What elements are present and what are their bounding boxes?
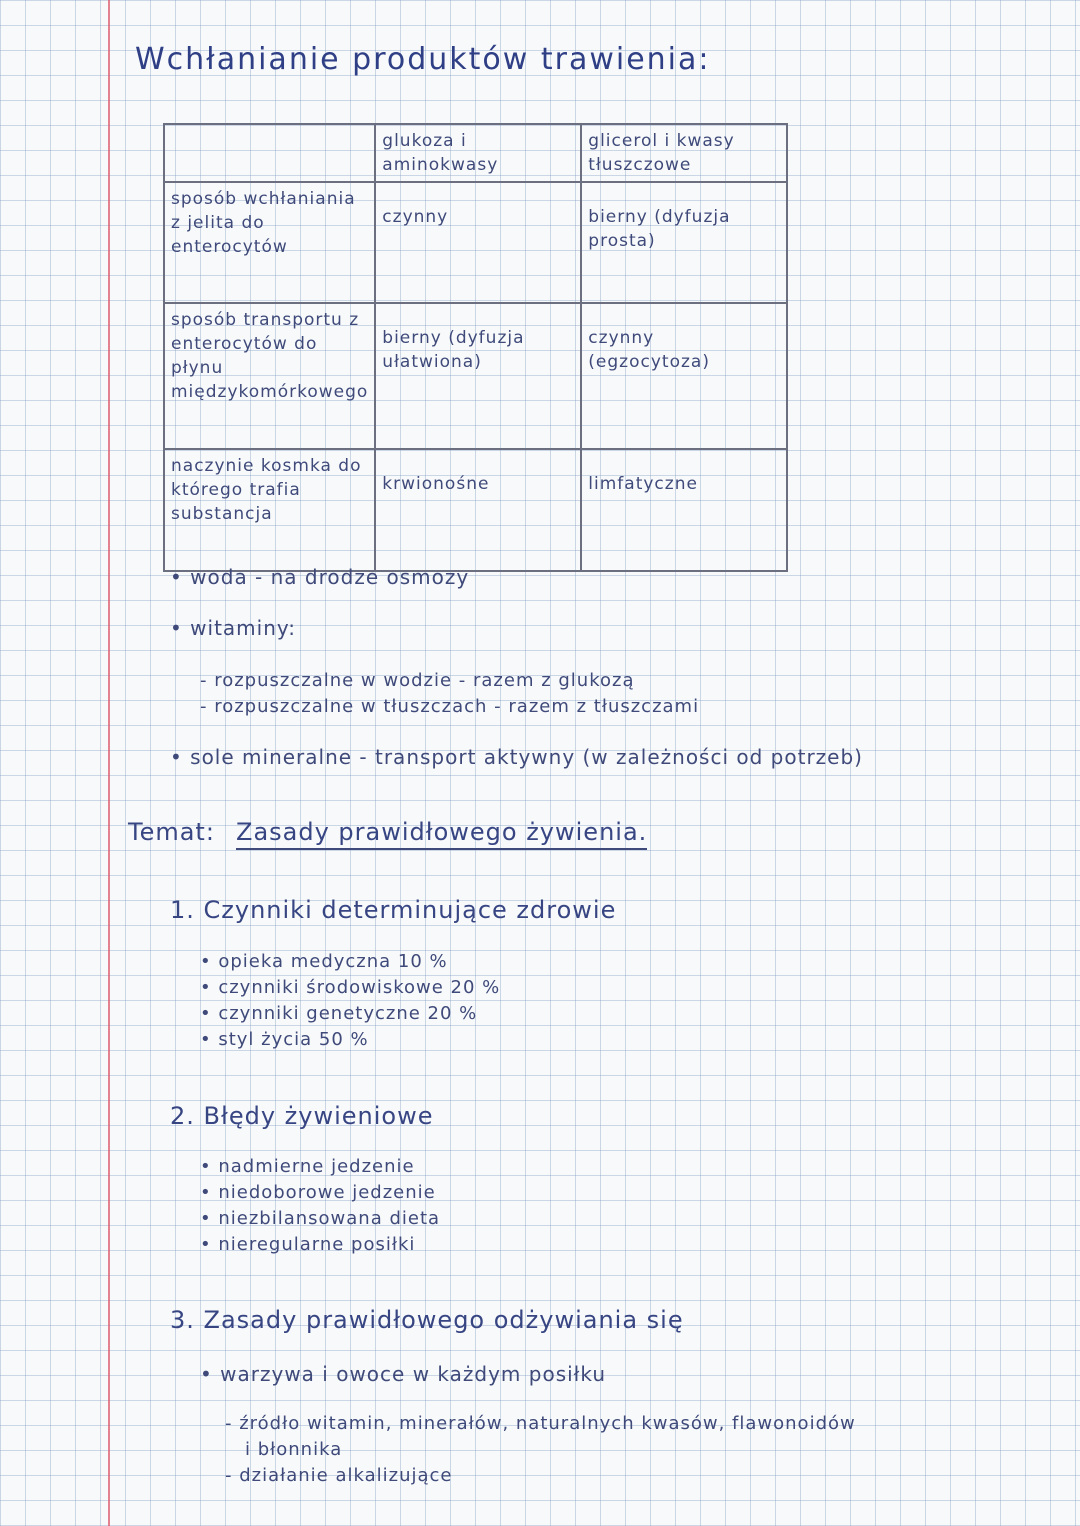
section3-heading: 3. Zasady prawidłowego odżywiania się bbox=[170, 1306, 684, 1334]
note-vitamins-fat: - rozpuszczalne w tłuszczach - razem z tłuszczami bbox=[200, 696, 700, 717]
list-item: • nieregularne posiłki bbox=[200, 1234, 416, 1255]
table-row-label: sposób transportu z enterocytów do płynu międzykomórkowego bbox=[164, 303, 375, 449]
list-item: • niezbilansowana dieta bbox=[200, 1208, 441, 1229]
note-vitamins: • witaminy: bbox=[170, 616, 296, 640]
table-header-glycerol: glicerol i kwasy tłuszczowe bbox=[581, 124, 787, 182]
table-cell: czynny bbox=[375, 182, 581, 303]
table-cell: limfatyczne bbox=[581, 449, 787, 571]
table-header-row bbox=[164, 124, 787, 182]
list-item: • warzywa i owoce w każdym posiłku bbox=[200, 1362, 607, 1386]
list-item: • czynniki genetyczne 20 % bbox=[200, 1003, 478, 1024]
section1-heading: 1. Czynniki determinujące zdrowie bbox=[170, 896, 617, 924]
table-cell: bierny (dyfuzja ułatwiona) bbox=[375, 303, 581, 449]
list-item: • styl życia 50 % bbox=[200, 1029, 369, 1050]
table-header-empty bbox=[164, 124, 375, 182]
list-item: • nadmierne jedzenie bbox=[200, 1156, 415, 1177]
section2-heading: 2. Błędy żywieniowe bbox=[170, 1102, 434, 1130]
table-cell: krwionośne bbox=[375, 449, 581, 571]
table-row bbox=[164, 449, 787, 571]
list-item: • czynniki środowiskowe 20 % bbox=[200, 977, 501, 998]
list-item: i błonnika bbox=[245, 1439, 343, 1460]
list-item: - źródło witamin, minerałów, naturalnych kwasów, flawonoidów bbox=[225, 1413, 856, 1434]
notebook-margin-line bbox=[108, 0, 110, 1526]
table-header-glucose: glukoza i aminokwasy bbox=[375, 124, 581, 182]
table-row bbox=[164, 182, 787, 303]
list-item: - działanie alkalizujące bbox=[225, 1465, 453, 1486]
table-row-label: naczynie kosmka do którego trafia substancja bbox=[164, 449, 375, 571]
note-water: • woda - na drodze osmozy bbox=[170, 565, 470, 589]
topic-title: Zasady prawidłowego żywienia. bbox=[236, 818, 647, 850]
note-vitamins-water: - rozpuszczalne w wodzie - razem z glukozą bbox=[200, 670, 635, 691]
page-title: Wchłanianie produktów trawienia: bbox=[135, 42, 711, 77]
list-item: • opieka medyczna 10 % bbox=[200, 951, 448, 972]
table-cell: bierny (dyfuzja prosta) bbox=[581, 182, 787, 303]
table-row-label: sposób wchłaniania z jelita do enterocytów bbox=[164, 182, 375, 303]
topic-label: Temat: bbox=[128, 818, 215, 846]
note-minerals: • sole mineralne - transport aktywny (w zależności od potrzeb) bbox=[170, 745, 863, 769]
list-item: • niedoborowe jedzenie bbox=[200, 1182, 436, 1203]
table-cell: czynny (egzocytoza) bbox=[581, 303, 787, 449]
table-row bbox=[164, 303, 787, 449]
absorption-table bbox=[163, 123, 788, 572]
